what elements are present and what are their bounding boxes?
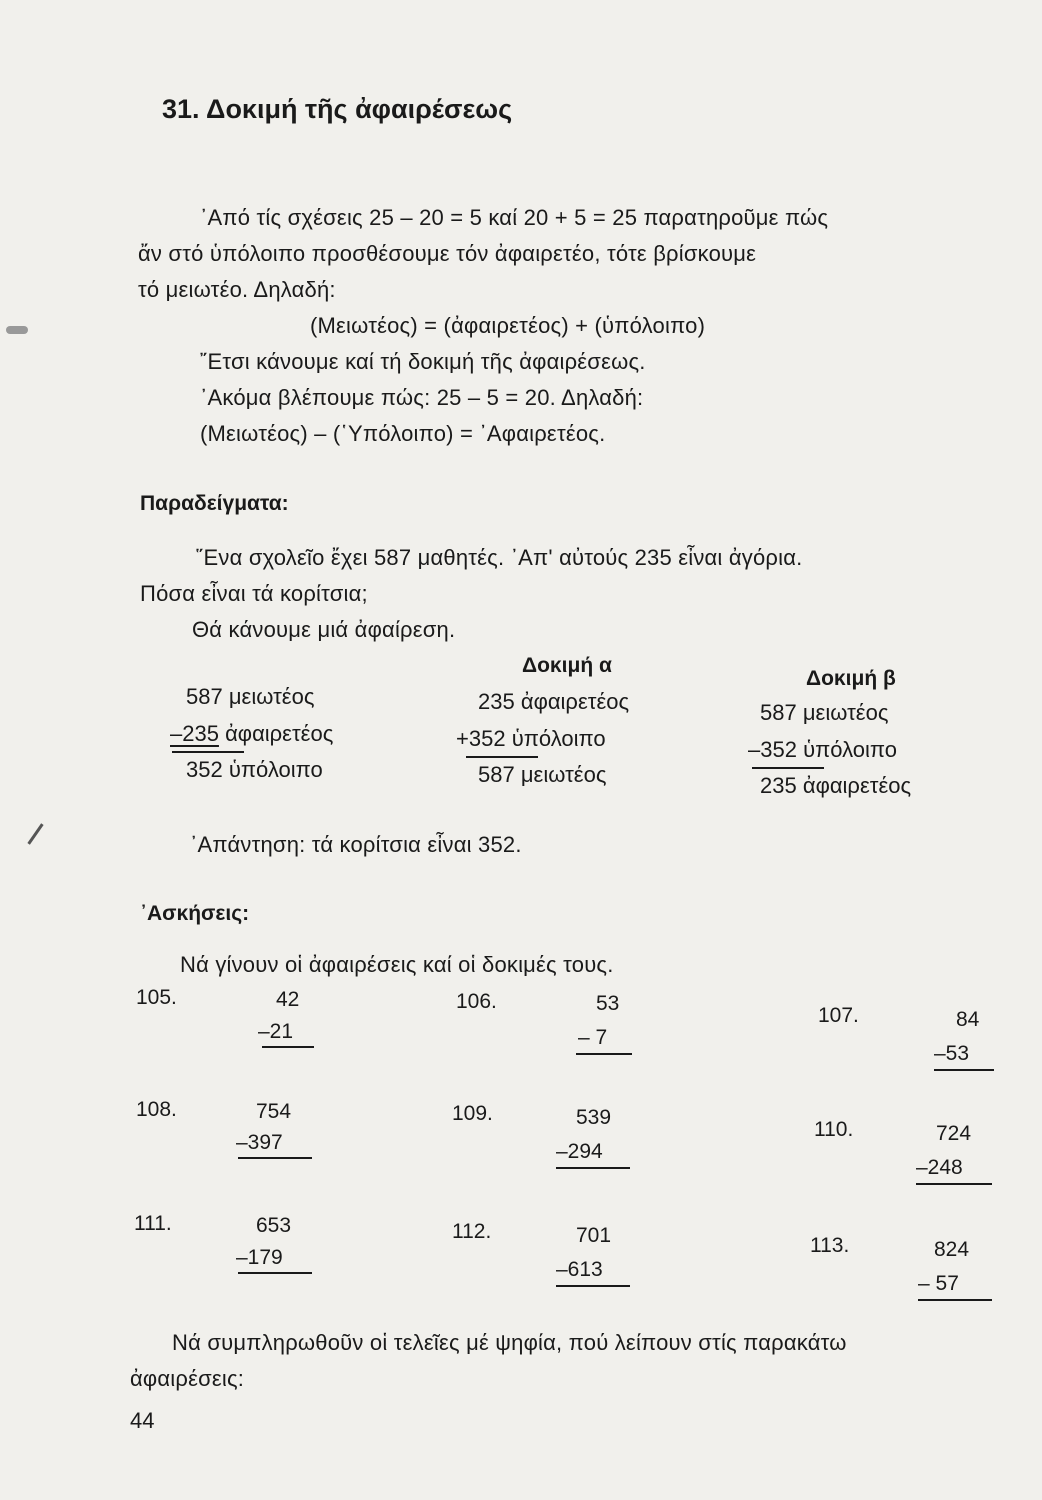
exercise-instruction: Νά γίνουν οἱ ἀφαιρέσεις καί οἱ δοκιμές τους. — [180, 952, 614, 977]
exercise-result-line — [556, 1167, 630, 1169]
problem-line: Πόσα εἶναι τά κορίτσια; — [140, 581, 368, 606]
exercise-label: 111. — [134, 1212, 172, 1235]
text-line: ᾿Ακόμα βλέπουμε πώς: 25 – 5 = 20. Δηλαδή: — [200, 385, 644, 410]
main-difference: 352 ὑπόλοιπο — [186, 757, 323, 782]
exercise-result-line — [238, 1272, 312, 1274]
check-b-row: 235 ἀφαιρετέος — [760, 773, 912, 798]
problem-line: ῞Ενα σχολεῖο ἔχει 587 μαθητές. ᾿Απ' αὐτούς 235 εἶναι ἀγόρια. — [196, 545, 803, 570]
exercise-label: 106. — [456, 990, 497, 1013]
exercise-minuend: 824 — [934, 1238, 970, 1261]
exercise-subtrahend: –179 — [236, 1246, 283, 1269]
exercise-subtrahend: –613 — [556, 1258, 603, 1281]
scan-mark — [6, 326, 28, 334]
answer-line: ᾿Απάντηση: τά κορίτσια εἶναι 352. — [190, 832, 522, 857]
exercise-minuend: 84 — [956, 1008, 980, 1031]
exercise-label: 108. — [136, 1098, 177, 1121]
check-b-row: 587 μειωτέος — [760, 700, 889, 725]
exercise-result-line — [262, 1046, 314, 1048]
exercise-subtrahend: – 7 — [578, 1026, 608, 1049]
exercise-result-line — [576, 1053, 632, 1055]
intro-line: τό μειωτέο. Δηλαδή: — [138, 277, 336, 302]
exercise-subtrahend: –294 — [556, 1140, 603, 1163]
exercises-heading: ᾿Ασκήσεις: — [140, 902, 250, 925]
exercise-label: 109. — [452, 1102, 493, 1125]
check-a-row: 587 μειωτέος — [478, 762, 607, 787]
exercise-minuend: 653 — [256, 1214, 292, 1237]
check-b-row: –352 ὑπόλοιπο — [748, 737, 897, 762]
exercise-minuend: 754 — [256, 1100, 292, 1123]
exercise-minuend: 42 — [276, 988, 300, 1011]
main-minuend: 587 μειωτέος — [186, 684, 315, 709]
formula-subtrahend: (Μειωτέος) – (῾Υπόλοιπο) = ᾿Αφαιρετέος. — [200, 421, 606, 446]
exercise-label: 110. — [814, 1118, 854, 1141]
exercise-subtrahend: – 57 — [918, 1272, 959, 1295]
examples-heading: Παραδείγματα: — [140, 492, 289, 515]
main-subtrahend: –235 ἀφαιρετέος — [170, 721, 334, 746]
text-line: ῎Ετσι κάνουμε καί τή δοκιμή τῆς ἀφαιρέσεως. — [200, 349, 646, 374]
exercise-result-line — [934, 1069, 994, 1071]
exercise-subtrahend: –248 — [916, 1156, 963, 1179]
exercise-minuend: 53 — [596, 992, 620, 1015]
closing-line: Νά συμπληρωθοῦν οἱ τελεῖες μέ ψηφία, πού λείπουν στίς παρακάτω — [172, 1330, 847, 1355]
exercise-result-line — [918, 1299, 992, 1301]
check-b-result-line — [752, 767, 824, 769]
exercise-label: 112. — [452, 1220, 492, 1243]
check-a-title: Δοκιμή α — [522, 654, 612, 677]
exercise-subtrahend: –397 — [236, 1131, 283, 1154]
exercise-result-line — [238, 1157, 312, 1159]
method-line: Θά κάνουμε μιά ἀφαίρεση. — [192, 617, 456, 642]
exercise-result-line — [556, 1285, 630, 1287]
exercise-minuend: 539 — [576, 1106, 612, 1129]
section-title: 31. Δοκιμή τῆς ἀφαιρέσεως — [162, 94, 513, 124]
exercise-minuend: 724 — [936, 1122, 972, 1145]
main-result-line — [172, 751, 244, 753]
check-a-row: +352 ὑπόλοιπο — [456, 726, 606, 751]
check-a-row: 235 ἀφαιρετέος — [478, 689, 630, 714]
check-a-result-line — [466, 756, 538, 758]
exercise-minuend: 701 — [576, 1224, 612, 1247]
exercise-subtrahend: –53 — [934, 1042, 970, 1065]
scan-mark — [27, 823, 43, 844]
intro-line: ἄν στό ὑπόλοιπο προσθέσουμε τόν ἀφαιρετέο, τότε βρίσκουμε — [138, 241, 757, 266]
exercise-subtrahend: –21 — [258, 1020, 294, 1043]
exercise-label: 105. — [136, 986, 177, 1009]
page-number: 44 — [130, 1408, 155, 1433]
closing-line: ἀφαιρέσεις: — [130, 1366, 245, 1391]
check-b-title: Δοκιμή β — [806, 667, 896, 690]
intro-line: ᾿Από τίς σχέσεις 25 – 20 = 5 καί 20 + 5 = 25 παρατηροῦμε πώς — [200, 205, 829, 230]
formula-minuend: (Μειωτέος) = (ἀφαιρετέος) + (ὑπόλοιπο) — [310, 313, 706, 338]
exercise-label: 113. — [810, 1234, 850, 1257]
exercise-result-line — [916, 1183, 992, 1185]
exercise-label: 107. — [818, 1004, 859, 1027]
